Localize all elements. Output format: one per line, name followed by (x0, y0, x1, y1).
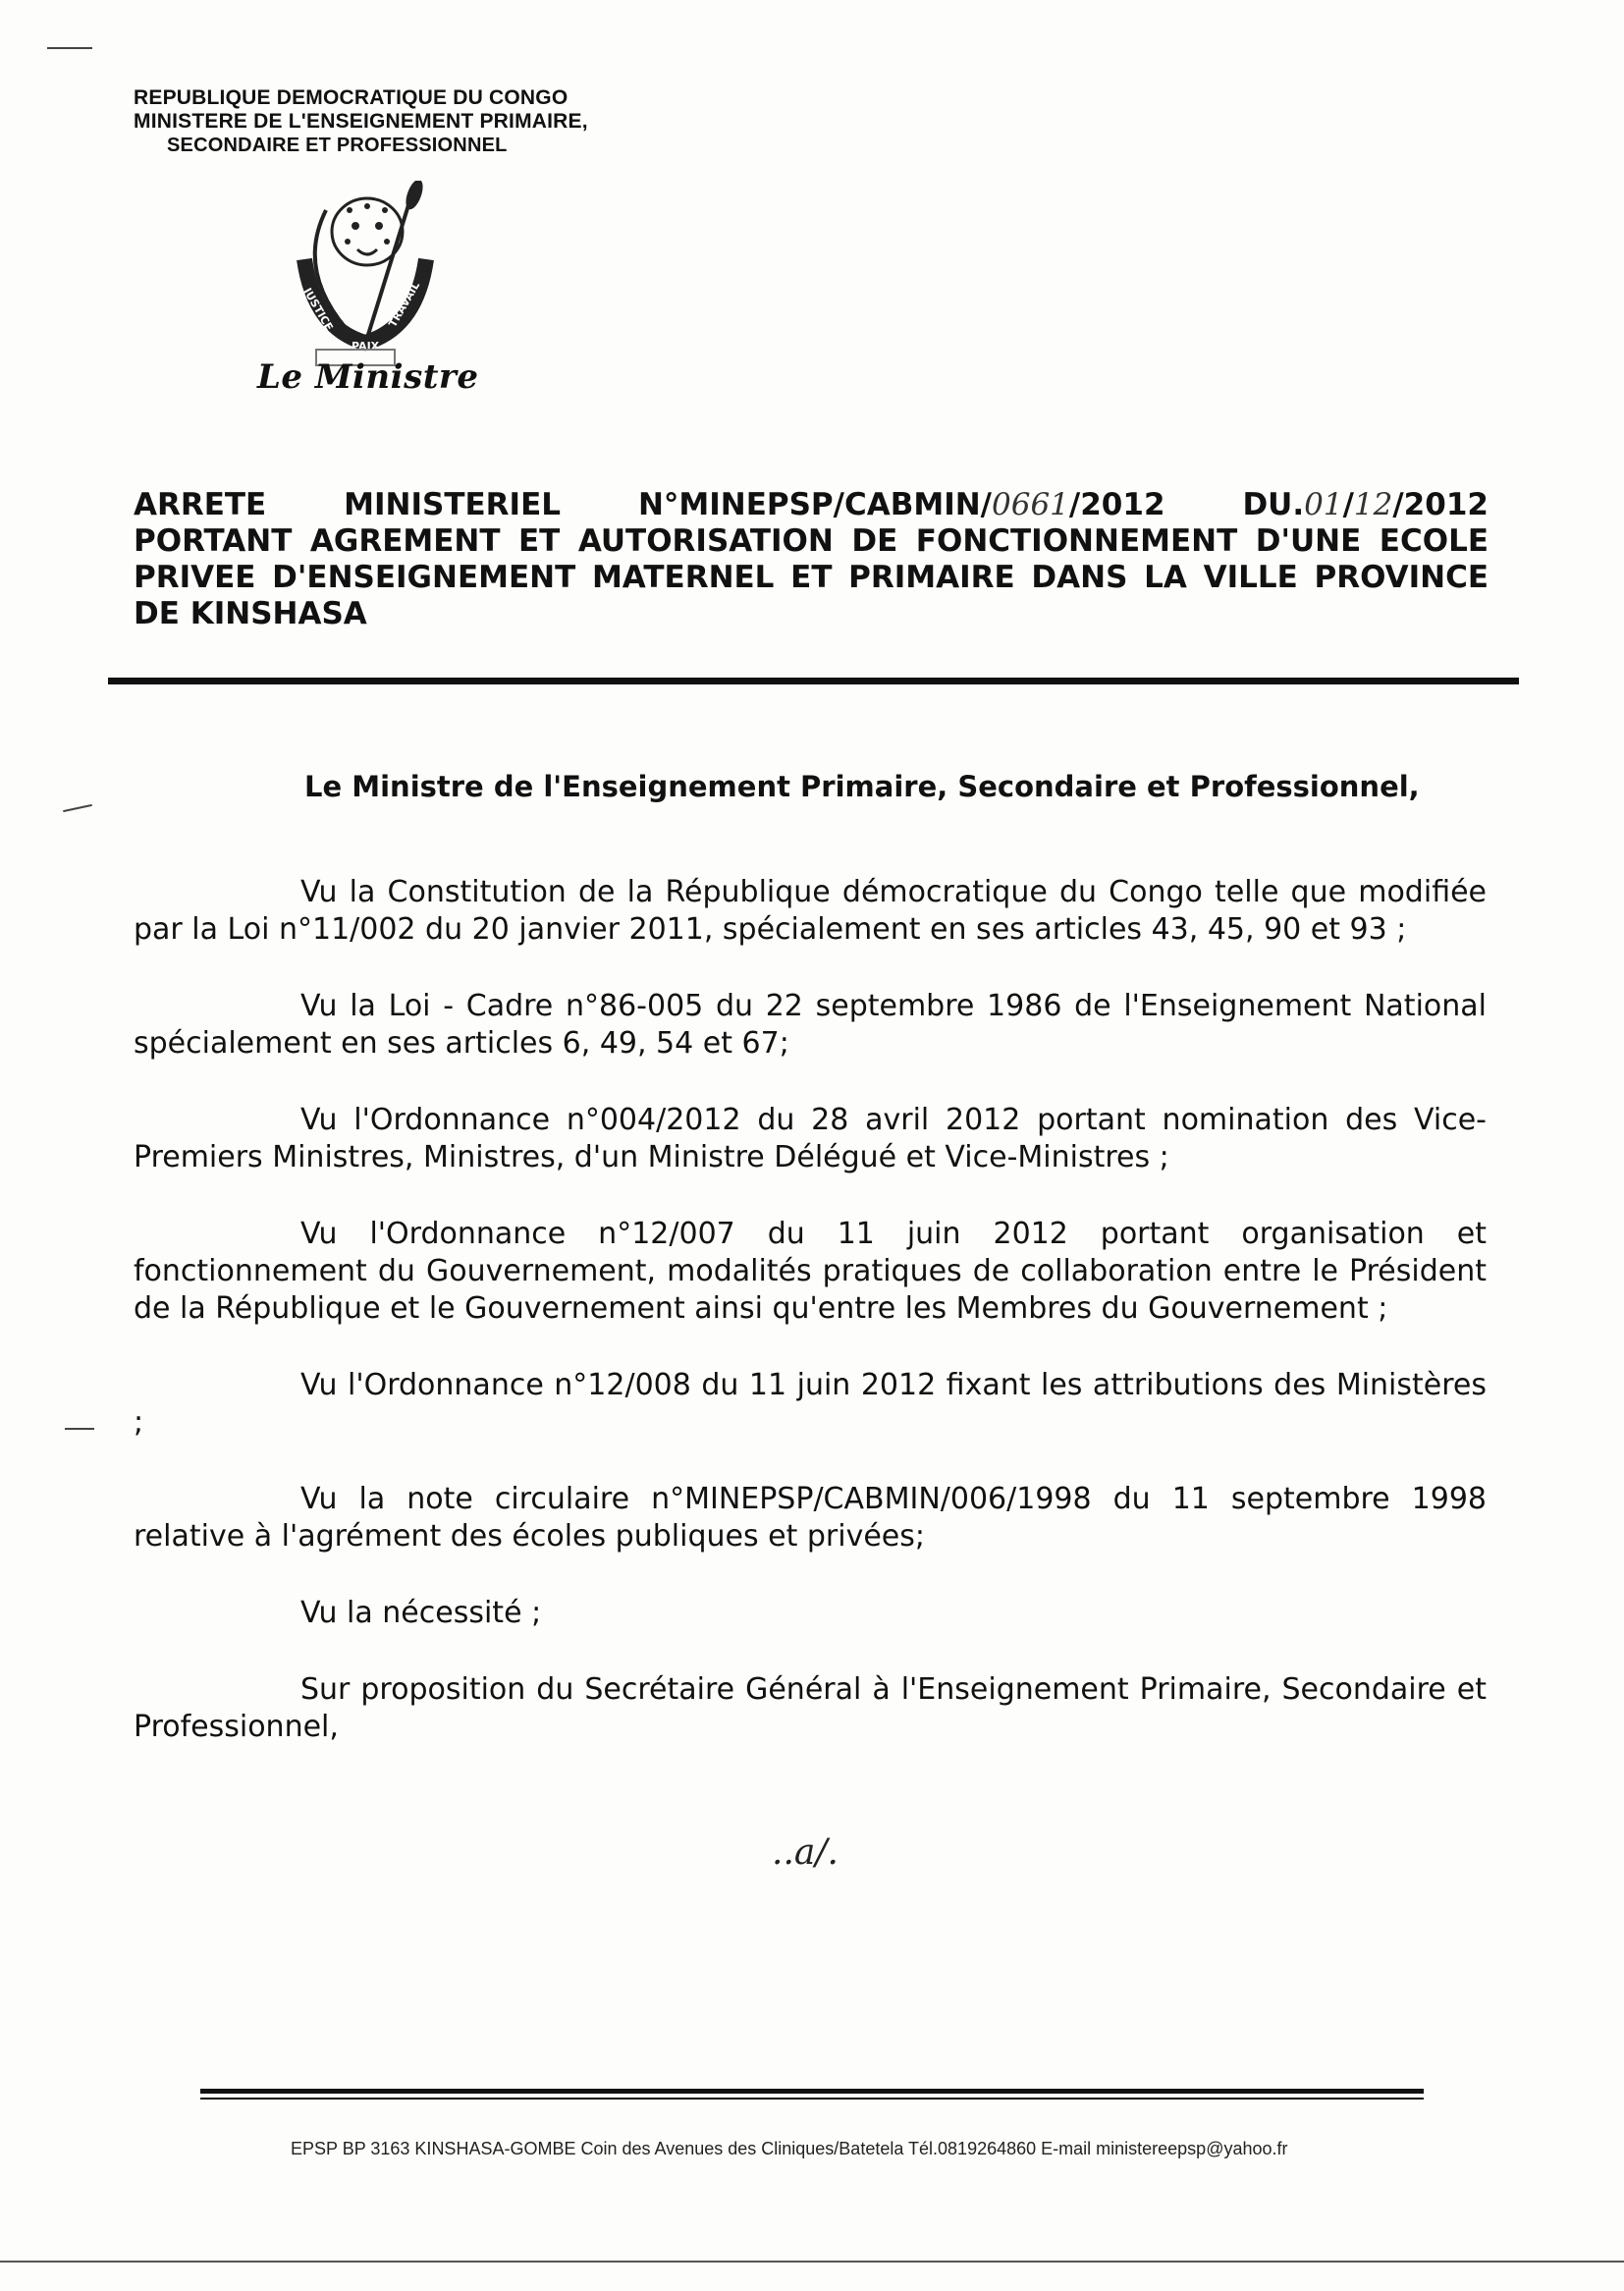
continuation-mark: ..a/. (772, 1832, 839, 1873)
decree-number-line (134, 487, 1489, 523)
scan-mark (65, 1428, 94, 1430)
motto-paix: PAIX (352, 340, 380, 353)
preamble-paragraph: Sur proposition du Secrétaire Général à l'Enseignement Primaire, Secondaire et Professionnel, (134, 1672, 1487, 1744)
preamble-paragraph: Vu l'Ordonnance n°12/008 du 11 juin 2012 fixant les attributions des Ministères ; (134, 1368, 1487, 1440)
letterhead (134, 86, 588, 157)
motto-travail: TRAVAIL (386, 279, 423, 330)
ministry-name-cont: SECONDAIRE ET PROFESSIONNEL (167, 135, 508, 156)
footer-contact: EPSP BP 3163 KINSHASA-GOMBE Coin des Avenues des Cliniques/Batetela Tél.0819264860 E-mail ministereepsp@yahoo.fr (291, 2139, 1288, 2158)
motto-justice: JUSTICE (300, 286, 336, 334)
preamble-paragraph: Vu la Loi - Cadre n°86-005 du 22 septembre 1986 de l'Enseignement National spécialement en ses articles 6, 49, 54 et 67; (134, 989, 1487, 1061)
scan-mark (63, 804, 92, 812)
handwritten-month: 12 (1353, 487, 1393, 522)
ministry-name: MINISTERE DE L'ENSEIGNEMENT PRIMAIRE, (134, 110, 588, 133)
preamble-paragraph: Vu la nécessité ; (300, 1596, 542, 1630)
decree-title-line-2: PORTANT AGREMENT ET AUTORISATION DE FONCTIONNEMENT D'UNE ECOLE (134, 523, 1489, 559)
preamble-paragraph: Vu la Constitution de la République démocratique du Congo telle que modifiée par la Loi n°11/002 du 20 janvier 2011, spécialement en ses articles 43, 45, 90 et 93 ; (134, 875, 1487, 947)
decree-word-arrete: ARRETE (134, 487, 267, 522)
preamble (134, 874, 1487, 1785)
preamble-paragraph: Vu la note circulaire n°MINEPSP/CABMIN/006/1998 du 11 septembre 1998 relative à l'agrément des écoles publiques et privées; (134, 1482, 1487, 1554)
scan-mark (47, 47, 92, 49)
handwritten-number: 0661 (992, 487, 1069, 522)
preamble-paragraph: Vu l'Ordonnance n°004/2012 du 28 avril 2012 portant nomination des Vice-Premiers Ministres, Ministres, d'un Ministre Délégué et Vice-Ministres ; (134, 1103, 1487, 1174)
decree-title (134, 487, 1489, 632)
decree-title-line-4: DE KINSHASA (134, 596, 367, 631)
minister-signature-label: Le Ministre (257, 357, 479, 397)
decree-number: N°MINEPSP/CABMIN/0661/2012 (637, 487, 1165, 522)
handwritten-day: 01 (1304, 487, 1343, 522)
minister-title: Le Ministre de l'Enseignement Primaire, Secondaire et Professionnel, (304, 770, 1420, 803)
decree-title-line-3: PRIVEE D'ENSEIGNEMENT MATERNEL ET PRIMAIRE DANS LA VILLE PROVINCE (134, 560, 1489, 595)
coat-of-arms-emblem (257, 181, 473, 377)
preamble-paragraph: Vu l'Ordonnance n°12/007 du 11 juin 2012 portant organisation et fonctionnement du Gouvernement, modalités pratiques de collaboration entre le Président de la République et le Gouvernement ainsi qu'entre les Membres du Gouvernement ; (134, 1217, 1487, 1326)
decree-date: DU.01/12/2012 (1242, 487, 1489, 522)
decree-word-ministeriel: MINISTERIEL (344, 487, 562, 522)
title-divider (108, 678, 1519, 684)
footer-divider (200, 2089, 1424, 2100)
republic-name: REPUBLIQUE DEMOCRATIQUE DU CONGO (134, 86, 568, 109)
page-bottom-edge (0, 2261, 1624, 2263)
